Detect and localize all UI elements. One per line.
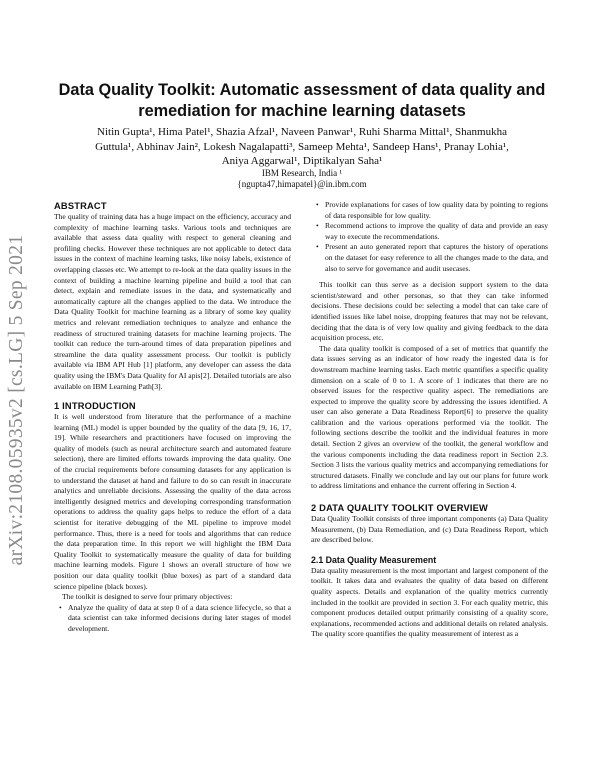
objectives-list bbox=[54, 603, 291, 635]
right-column bbox=[311, 200, 548, 640]
objectives-list-continued bbox=[311, 200, 548, 274]
abstract-heading: ABSTRACT bbox=[54, 201, 107, 211]
authors-line-2: Guttula¹, Abhinav Jain², Lokesh Nagalapatti³, Sameep Mehta¹, Sandeep Hans¹, Pranay Lohia¹, bbox=[95, 140, 509, 153]
objective-item-2: • Provide explanations for cases of low quality data by pointing to regions of data responsible for low quality. bbox=[325, 200, 548, 221]
subsection-2-1-heading: 2.1 Data Quality Measurement bbox=[311, 554, 437, 565]
objective-item-3: • Recommend actions to improve the quality of data and provide an easy way to execute the recommendations. bbox=[325, 221, 548, 242]
toolkit-paragraph-2: The data quality toolkit is composed of a set of metrics that quantify the data issues serving as an indicator of how ready the ingested data is for downstream machine learning tasks. Each metric quantifies a specific quality dimension on a scale of 0 to 1. A score of 1 indicates that there are no observed issues for the respective quality aspect. The remediations are expected to improve the quality score by addressing the issues identified. A user can also generate a Data Readiness Report[6] to preserve the quality calibration and the various operations performed via the toolkit. The following sections describe the toolkit and the individual features in more detail. Section 2 gives an overview of the toolkit, the general workflow and the various components including the data readiness report in Section 2.3. Section 3 lists the various quality metrics and accompanying remediations for structured datasets. Finally we conclude and lay out our plans for future work to address limitations and enhance the current offering in Section 4. bbox=[311, 343, 548, 491]
left-column bbox=[54, 200, 291, 635]
affiliation: IBM Research, India ¹ bbox=[261, 168, 343, 178]
subsection-2-1-paragraph: Data quality measurement is the most important and largest component of the toolkit. It takes data and evaluates the quality of data based on different quality aspects. Details and explanation of the quality metrics currently included in the toolkit are provided in section 3. For each quality metric, this component produces detailed output primarily consisting of a quality score, explanations, recommended actions and additional details on related analysis. The quality score quantifies the quality measurement of interest as a bbox=[311, 565, 548, 639]
title-line-1: Data Quality Toolkit: Automatic assessment of data quality and bbox=[58, 81, 546, 99]
section-2-heading: 2 DATA QUALITY TOOLKIT OVERVIEW bbox=[311, 503, 488, 514]
affiliation-block bbox=[52, 168, 552, 190]
title-line-2: remediation for machine learning datasets bbox=[138, 102, 466, 120]
introduction-heading: 1 INTRODUCTION bbox=[54, 401, 136, 412]
paper-title bbox=[52, 80, 552, 122]
arxiv-identifier[interactable]: arXiv:2108.05935v2 [cs.LG] 5 Sep 2021 bbox=[6, 234, 27, 566]
intro-paragraph-2: The toolkit is designed to serve four primary objectives: bbox=[62, 592, 233, 602]
arxiv-sidebar bbox=[2, 190, 32, 610]
author-list bbox=[52, 125, 552, 169]
author-emails[interactable]: {ngupta47,himapatel}@in.ibm.com bbox=[237, 179, 367, 189]
intro-paragraph-1: It is well understood from literature that the performance of a machine learning (ML) model is upper bounded by the quality of the data [9, 16, 17, 19]. While researchers and practitioners have focused on improving the quality of models (such as neural architecture search and automated feature selection), there are limited efforts towards improving the data quality. One of the crucial requirements before consuming datasets for any application is to understand the dataset at hand and failure to do so can result in inaccurate analytics and unreliable decisions. Assessing the quality of the data across intelligently designed metrics and developing corresponding transformation operations to address the quality gaps helps to reduce the effort of a data scientist for iterative debugging of the ML pipeline to improve model performance. Thus, there is a need for tools and algorithms that can reduce the data preparation time. In this report we will highlight the IBM Data Quality Toolkit to systematically measure the quality of data for building machine learning models. Figure 1 shows an overall structure of how we position our data quality toolkit (blue boxes) as part of a standard data science pipeline (black boxes). bbox=[54, 412, 291, 591]
section-2-paragraph: Data Quality Toolkit consists of three important components (a) Data Quality Measurement, (b) Data Remediation, and (c) Data Readiness Report, which are described below. bbox=[311, 514, 548, 545]
authors-line-3: Aniya Aggarwal¹, Diptikalyan Saha¹ bbox=[221, 155, 383, 167]
objective-item-1: • Analyze the quality of data at step 0 of a data science lifecycle, so that a data scientist can take informed decisions during later stages of model development. bbox=[68, 603, 291, 635]
authors-line-1: Nitin Gupta¹, Hima Patel¹, Shazia Afzal¹, Naveen Panwar¹, Ruhi Sharma Mittal¹, Shanmukha bbox=[97, 126, 507, 138]
abstract-body: The quality of training data has a huge impact on the efficiency, accuracy and complexity of machine learning tasks. Various tools and techniques are available that assess data quality with respect to general cleaning and profiling checks. However these techniques are not applicable to detect data issues in the context of machine learning tasks, like noisy labels, existence of overlapping classes etc. We attempt to re-look at the data quality issues in the context of building a machine learning pipeline and build a tool that can detect, explain and remediate issues in the data, and systematically and automatically capture all the changes applied to the data. We introduce the Data Quality Toolkit for machine learning as a library of some key quality metrics and relevant remediation techniques to analyze and enhance the readiness of structured training datasets for machine learning projects. The toolkit can reduce the turn-around times of data preparation pipelines and streamline the data quality assessment process. Our toolkit is publicly available via IBM API Hub [1] platform, any developer can assess the data quality using the IBM's Data Quality for AI apis[2]. Detailed tutorials are also available on IBM Learning Path[3]. bbox=[54, 212, 291, 391]
toolkit-paragraph-1: This toolkit can thus serve as a decision support system to the data scientist/steward and other personas, so that they can take informed decisions. These decisions could be: selecting a model that can take care of identified issues like label noise, dropping features that may not be relevant, deciding that the data is of very low quality and giving feedback to the data acquisition process, etc. bbox=[311, 280, 548, 343]
objective-item-4: • Present an auto generated report that captures the history of operations on the dataset for easy reference to all the changes made to the data, and also to serve for governance and audit usecases. bbox=[325, 242, 548, 274]
